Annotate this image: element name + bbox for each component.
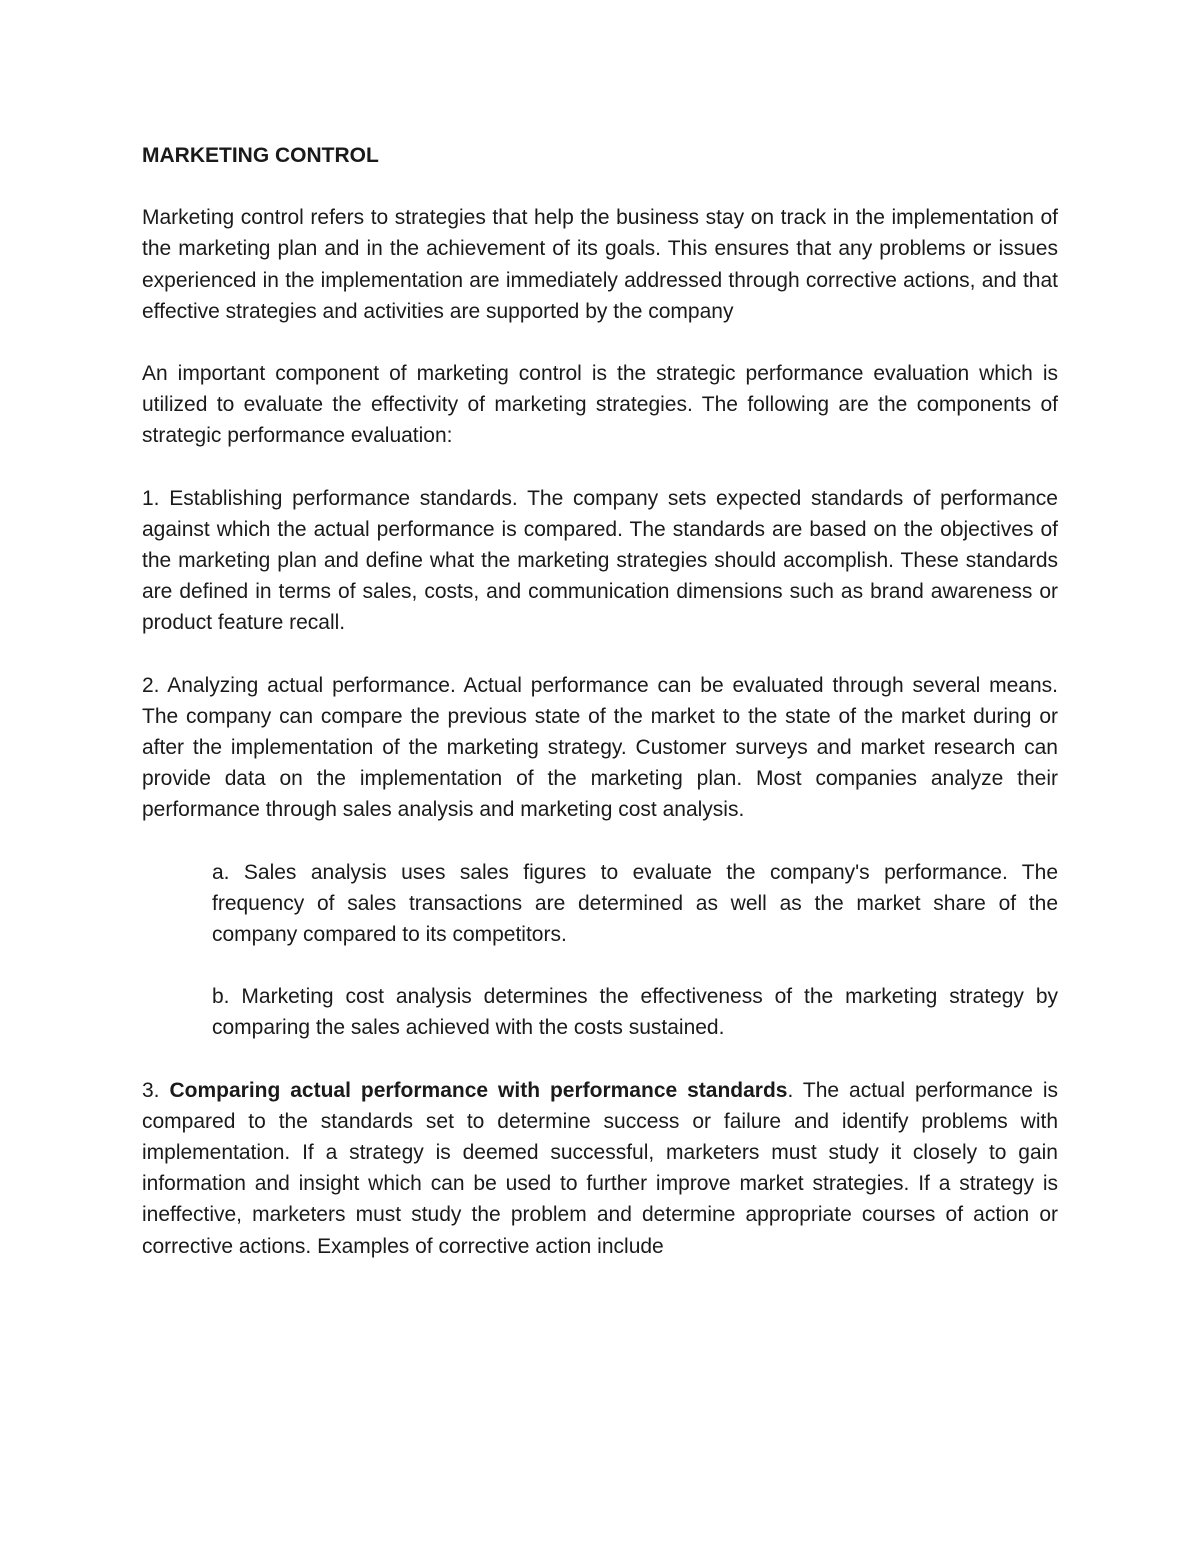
list-item-heading: Comparing actual performance with performance standards [169,1078,788,1102]
spacer [142,950,1058,981]
spacer [142,639,1058,670]
spacer [142,452,1058,483]
document-page [142,140,1058,1262]
spacer [142,1044,1058,1075]
spacer [142,327,1058,358]
list-item-comparing-performance [142,1075,1058,1262]
sub-item-sales-analysis: a. Sales analysis uses sales figures to evaluate the company's performance. The frequency of sales transactions are determined as well as the market share of the company compared to its competitors. [212,860,1058,947]
document-title: MARKETING CONTROL [142,144,379,167]
list-item-establishing-standards: 1. Establishing performance standards. The company sets expected standards of performance against which the actual performance is compared. The standards are based on the objectives of the marketing plan and define what the marketing strategies should accomplish. These standards are defined in terms of sales, costs, and communication dimensions such as brand awareness or product feature recall. [142,486,1058,635]
paragraph-component: An important component of marketing control is the strategic performance evaluation which is utilized to evaluate the effectivity of marketing strategies. The following are the components of strategic performance evaluation: [142,362,1058,448]
list-item-body: . The actual performance is compared to the standards set to determine success or failure and identify problems with implementation. If a strategy is deemed successful, marketers must study it closely to gain information and insight which can be used to further improve market strategies. If a strategy is ineffective, marketers must study the problem and determine appropriate courses of action or corrective actions. Examples of corrective action include [142,1078,1058,1258]
list-number: 3. [142,1078,170,1102]
sub-item-cost-analysis: b. Marketing cost analysis determines the effectiveness of the marketing strategy by comparing the sales achieved with the costs sustained. [212,985,1058,1040]
spacer [142,171,1058,202]
paragraph-intro: Marketing control refers to strategies that help the business stay on track in the implementation of the marketing plan and in the achievement of its goals. This ensures that any problems or issues experienced in the implementation are immediately addressed through corrective actions, and that effective strategies and activities are supported by the company [142,206,1058,323]
list-item-analyzing-performance: 2. Analyzing actual performance. Actual performance can be evaluated through several means. The company can compare the previous state of the market to the state of the market during or after the implementation of the marketing strategy. Customer surveys and market research can provide data on the implementation of the marketing plan. Most companies analyze their performance through sales analysis and marketing cost analysis. [142,673,1058,822]
spacer [142,826,1058,857]
